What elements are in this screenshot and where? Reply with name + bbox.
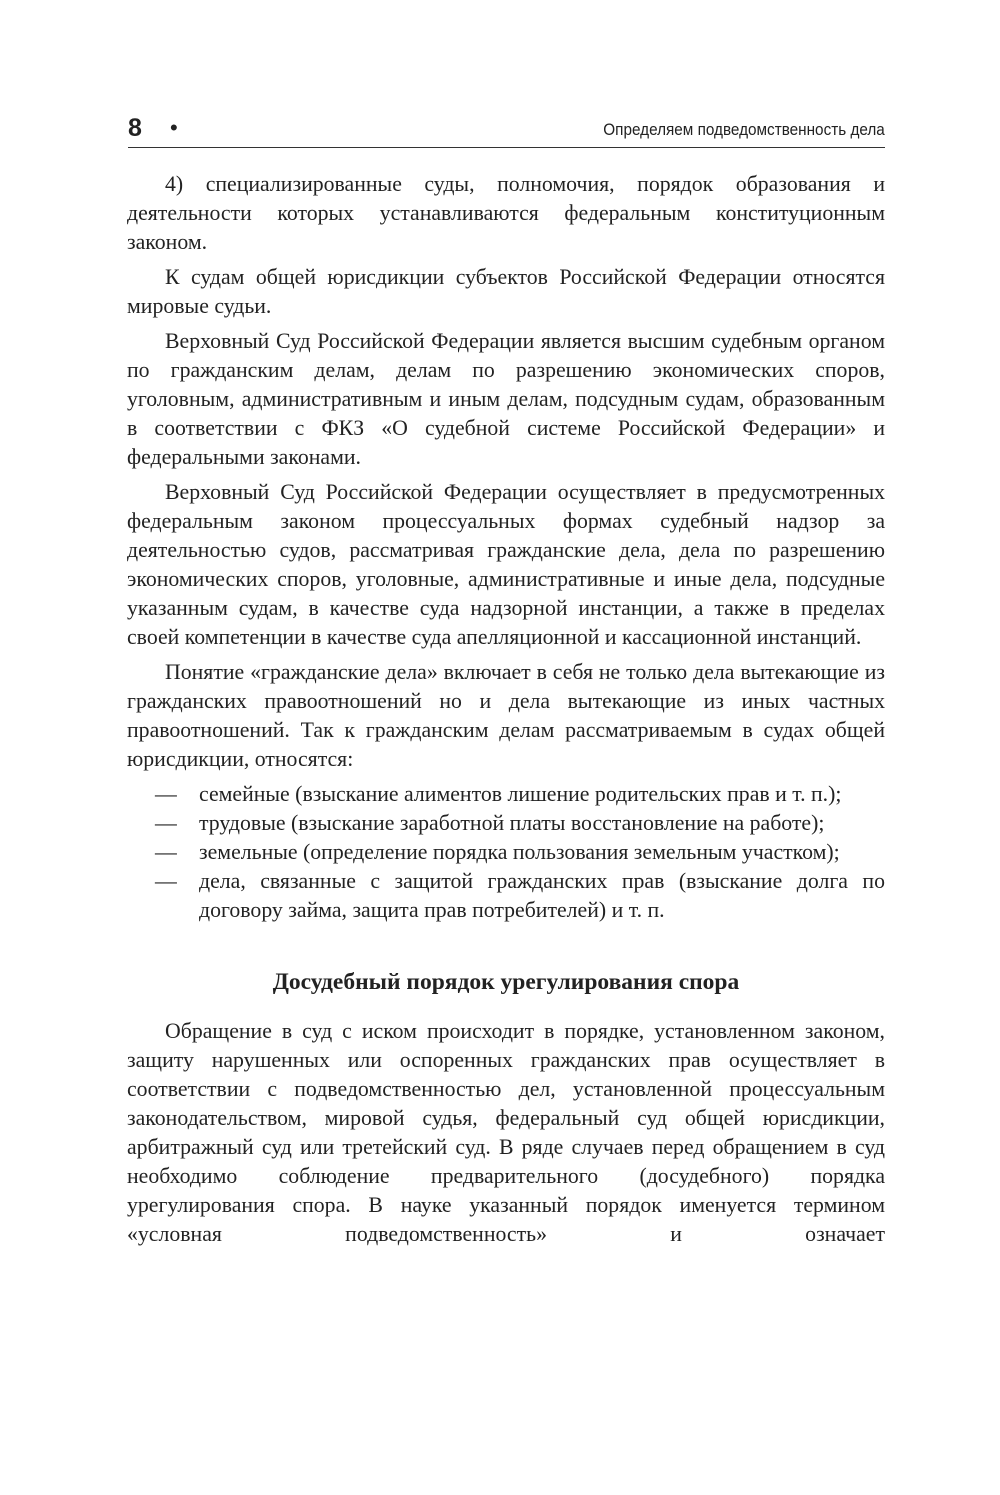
header-bullet: • xyxy=(170,115,178,140)
section-heading: Досудебный порядок урегулирования спора xyxy=(272,969,740,995)
list-item xyxy=(127,809,885,838)
list-item xyxy=(127,838,885,867)
list-dash: — xyxy=(155,869,177,893)
list-dash: — xyxy=(155,782,177,806)
case-types-list xyxy=(127,780,885,925)
list-item xyxy=(127,780,885,809)
paragraph-5: Понятие «гражданские дела» включает в себя не только дела вытекающие из гражданских правоотношений но и дела вытекающие из иных частных правоотношений. Так к гражданским делам рассматриваемым в судах общей юрисдикции, относятся: xyxy=(127,660,885,771)
page-number: 8 xyxy=(128,114,142,142)
paragraph-3: Верховный Суд Российской Федерации является высшим судебным органом по гражданским делам, делам по разрешению экономических споров, уголовным, административным и иным делам, подсудным судам, образованным в соответствии с ФКЗ «О судебной системе Российской Федерации» и федеральными законами. xyxy=(127,329,885,469)
list-item-text: земельные (определение порядка пользования земельным участком); xyxy=(199,840,840,864)
paragraph-1: 4) специализированные суды, полномочия, порядок образования и деятельности которых устанавливаются федеральным конституционным законом. xyxy=(127,172,885,254)
list-dash: — xyxy=(155,840,177,864)
page-header xyxy=(128,113,885,148)
list-item-text: трудовые (взыскание заработной платы восстановление на работе); xyxy=(199,811,825,835)
running-title: Определяем подведомственность дела xyxy=(603,120,885,139)
section-paragraph: Обращение в суд с иском происходит в порядке, установленном законом, защиту нарушенных или оспоренных гражданских прав осуществляет в соответствии с подведомственностью дел, установленной процессуальным законодательством, мировой судья, федеральный суд общей юрисдикции, арбитражный суд или третейский суд. В ряде случаев перед обращением в суд необходимо соблюдение предварительного (досудебного) порядка урегулирования спора. В науке указанный порядок именуется термином «условная подведомственность» и означает xyxy=(127,1019,885,1246)
list-item xyxy=(127,867,885,925)
list-item-text: дела, связанные с защитой гражданских прав (взыскание долга по договору займа, защита прав потребителей) и т. п. xyxy=(199,869,885,922)
page-body xyxy=(127,170,885,1255)
list-item-text: семейные (взыскание алиментов лишение родительских прав и т. п.); xyxy=(199,782,842,806)
list-dash: — xyxy=(155,811,177,835)
paragraph-4: Верховный Суд Российской Федерации осуществляет в предусмотренных федеральным законом процессуальных формах судебный надзор за деятельностью судов, рассматривая гражданские дела, дела по разрешению экономических споров, уголовные, административные и иные дела, подсудные указанным судам, в качестве суда надзорной инстанции, а также в пределах своей компетенции в качестве суда апелляционной и кассационной инстанций. xyxy=(127,480,885,649)
paragraph-2: К судам общей юрисдикции субъектов Российской Федерации относятся мировые судьи. xyxy=(127,265,885,318)
